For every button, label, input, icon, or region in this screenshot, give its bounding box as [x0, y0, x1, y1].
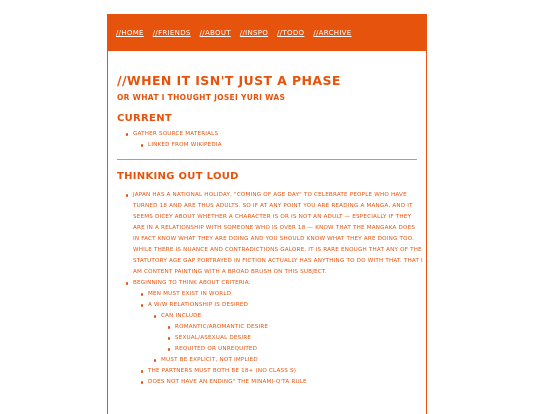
list-item: BEGINNING TO THINK ABOUT CRITERIA: — [133, 278, 417, 289]
nav-link-archive[interactable]: //ARCHIVE — [313, 29, 352, 37]
main-content — [108, 51, 426, 388]
list-item: THE PARTNERS MUST BOTH BE 18+ (NO CLASS S) — [148, 366, 417, 377]
list-item: ROMANTIC/AROMANTIC DESIRE — [175, 322, 417, 333]
nav-link-todo[interactable]: //TODO — [277, 29, 305, 37]
thinking-list — [117, 190, 423, 388]
list-item: DOES NOT HAVE AN ENDING" THE MINAMI-Q'TA RULE — [148, 377, 417, 388]
list-item: SEXUAL/ASEXUAL DESIRE — [175, 333, 417, 344]
list-item: MUST BE EXPLICIT, NOT IMPLIED — [161, 355, 417, 366]
list-item: CAN INCLUDE — [161, 311, 417, 322]
nav-link-inspo[interactable]: //INSPO — [239, 29, 269, 37]
top-navbar — [108, 15, 426, 51]
list-item: MEN MUST EXIST IN WORLD — [148, 289, 417, 300]
thinking-heading: THINKING OUT LOUD — [117, 171, 239, 182]
current-heading: CURRENT — [117, 113, 172, 124]
page-container — [107, 14, 427, 414]
list-item: GATHER SOURCE MATERIALS — [133, 129, 417, 140]
current-list — [117, 129, 417, 151]
list-item: REQUITED OR UNREQUITED — [175, 344, 417, 355]
page-subtitle: OR WHAT I THOUGHT JOSEI YURI WAS — [117, 93, 286, 102]
section-divider — [117, 159, 417, 160]
nav-link-friends[interactable]: //FRIENDS — [152, 29, 191, 37]
nav-link-about[interactable]: //ABOUT — [199, 29, 231, 37]
list-item: JAPAN HAS A NATIONAL HOLIDAY, "COMING OF AGE DAY" TO CELEBRATE PEOPLE WHO HAVE TURNED 18 AND ARE THUS ADULTS. SO IF AT ANY POINT YOU ARE READING A MANGA, AND IT SEEMS DICEY ABOUT WHETHER A CHARACTER IS OR IS NOT AN ADULT — ESPECIALLY IF THEY ARE IN A RELATIONSHIP WITH SOMEONE WHO IS OVER 18 — KNOW THAT THE MANGAKA DOES IN FACT KNOW WHAT THEY ARE DOING AND YOU SHOULD KNOW WHAT THEY ARE DOING TOO. WHILE THERE IS NUANCE AND CONTRADICTIONS GALORE, IT IS RARE ENOUGH THAT ANY OF THE STATUTORY AGE GAP PORTRAYED IN FICTION ACTUALLY HAS ANYTHING TO DO WITH THAT. THAT I AM CONTENT PAINTING WITH A BROAD BRUSH ON THIS SUBJECT. — [133, 190, 423, 278]
page-title: //WHEN IT ISN'T JUST A PHASE — [117, 73, 341, 88]
nav-link-home[interactable]: //HOME — [116, 29, 144, 37]
list-item: LINKED FROM WIKIPEDIA — [148, 140, 417, 151]
list-item: A W/W RELATIONSHIP IS DESIRED — [148, 300, 417, 311]
